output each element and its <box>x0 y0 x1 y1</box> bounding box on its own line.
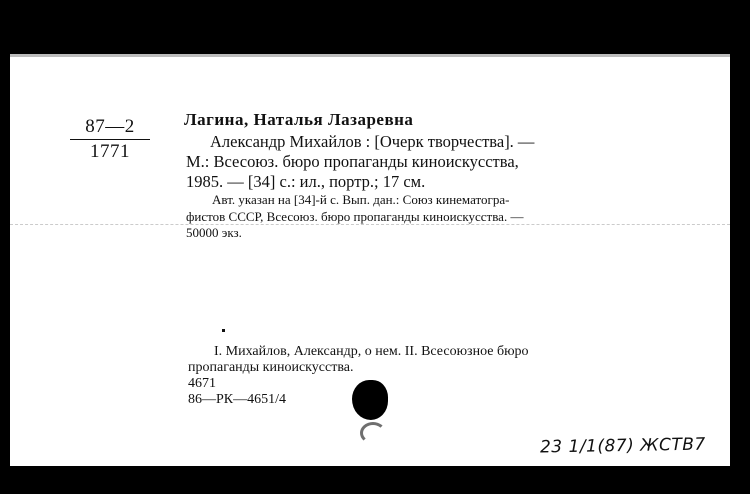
publication-line: М.: Всесоюз. бюро пропаганды киноискусства, <box>186 152 519 171</box>
call-number <box>70 116 150 163</box>
call-number-top: 87—2 <box>70 116 150 140</box>
notes-block <box>186 192 698 242</box>
tracings-block <box>188 344 700 408</box>
ink-dot <box>222 329 225 332</box>
physical-description-line: 1985. — [34] с.: ил., портр.; 17 см. <box>186 172 426 191</box>
tracing-line: пропаганды киноискусства. <box>188 360 354 375</box>
tracing-line: I. Михайлов, Александр, о нем. II. Всесоюзное бюро <box>214 344 529 359</box>
catalog-card <box>10 54 730 466</box>
card-number: 86—РК—4651/4 <box>188 392 287 407</box>
ink-smudge <box>360 422 386 444</box>
author-heading: Лагина, Наталья Лазаревна <box>184 110 414 129</box>
title-statement <box>186 132 698 192</box>
note-line: фистов СССР, Всесоюз. бюро пропаганды киноискусства. — <box>186 208 524 224</box>
note-line: Авт. указан на [34]-й с. Вып. дан.: Союз кинематогра- <box>212 192 510 207</box>
title-line: Александр Михайлов : [Очерк творчества]. — <box>210 132 535 151</box>
handwritten-annotation: 23 1/1(87) ЖСТВ7 <box>539 434 706 458</box>
ink-blot <box>352 380 388 420</box>
call-number-bottom: 1771 <box>90 141 130 162</box>
accession-number: 4671 <box>188 376 216 391</box>
note-line: 50000 экз. <box>186 225 242 240</box>
